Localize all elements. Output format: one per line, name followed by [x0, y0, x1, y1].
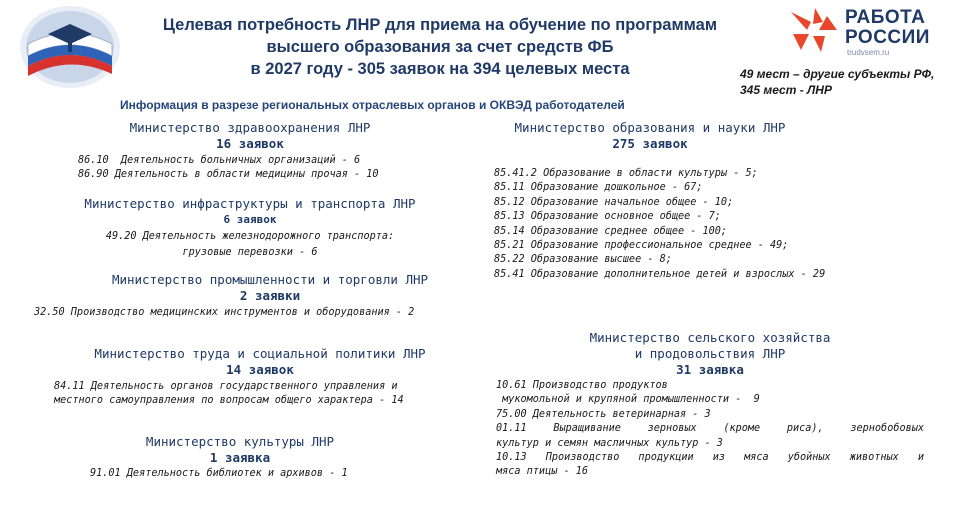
okved-line: 75.00 Деятельность ветеринарная - 3	[496, 408, 711, 420]
ministry-name: Министерство промышленности и торговли ЛНР	[111, 272, 429, 287]
subtitle: Информация в разрезе региональных отраслевых органов и ОКВЭД работодателей	[120, 98, 625, 112]
okved-list	[494, 167, 825, 282]
ministry-count: 16 заявок	[216, 136, 284, 151]
ministry-education	[490, 120, 810, 152]
rabota-rossii-logo	[787, 6, 957, 58]
okved-line: 32.50 Производство медицинских инструментов и оборудования - 2	[34, 307, 415, 318]
ministry-count: 1 заявка	[209, 450, 271, 465]
title-line: в 2027 году - 305 заявок на 394 целевых места	[250, 60, 630, 78]
ministry-count: 31 заявка	[676, 362, 744, 377]
ministry-infrastructure	[40, 196, 460, 228]
ministry-count: 6 заявок	[223, 213, 277, 226]
okved-line: 91.01 Деятельность библиотек и архивов - 1	[90, 468, 348, 479]
places-note	[740, 66, 955, 98]
okved-line: 85.11 Образование дошкольное - 67;	[494, 182, 703, 194]
ministry-name: Министерство здравоохранения ЛНР	[129, 120, 371, 135]
ministry-name: Министерство труда и социальной политики ЛНР	[94, 346, 426, 361]
okved-line: культур и семян масличных культур - 3	[496, 437, 723, 449]
ministry-count: 275 заявок	[612, 136, 688, 151]
okved-line: 85.22 Образование высшее - 8;	[494, 254, 672, 266]
brand-line: РОССИИ	[845, 27, 930, 48]
okved-line: грузовые перевозки - 6	[182, 247, 318, 258]
okved-line: 01.11 Выращивание зерновых (кроме риса), зернобобовых	[496, 423, 924, 435]
okved-line: мукомольной и крупяной промышленности - 9	[496, 394, 760, 406]
ministry-name: Министерство сельского хозяйства	[589, 330, 831, 345]
okved-line: 10.13 Производство продукции из мяса убойных животных и	[496, 452, 924, 464]
okved-line: 85.41.2 Образование в области культуры - 5;	[494, 168, 758, 179]
brand-url: trudvsem.ru	[847, 48, 890, 57]
okved-block	[54, 380, 468, 409]
title-line: высшего образования за счет средств ФБ	[266, 38, 614, 56]
brand-line: РАБОТА	[845, 7, 926, 28]
ministry-culture	[100, 434, 380, 466]
star-icon	[787, 8, 839, 54]
places-line: 345 мест - ЛНР	[740, 83, 832, 97]
ministry-name: и продовольствия ЛНР	[634, 346, 786, 361]
ministry-count: 14 заявок	[226, 362, 294, 377]
okved-line: 10.61 Производство продуктов	[496, 380, 668, 391]
okved-line: 84.11 Деятельность органов государственного управления и	[54, 381, 398, 392]
okved-line: 86.90 Деятельность в области медицины прочая - 10	[78, 169, 379, 180]
page-title	[140, 14, 740, 80]
ministry-count: 2 заявки	[239, 288, 301, 303]
okved-line: местного самоуправления по вопросам общего характера - 14	[54, 395, 404, 407]
ministry-name: Министерство культуры ЛНР	[145, 434, 335, 449]
okved-line: 85.13 Образование основное общее - 7;	[494, 211, 721, 223]
ministry-name: Министерство инфраструктуры и транспорта ЛНР	[84, 196, 416, 211]
okved-line: мяса птицы - 16	[496, 466, 589, 478]
ministry-agriculture	[520, 330, 900, 378]
okved-line: 86.10 Деятельность больничных организаций - 6	[78, 155, 361, 166]
okved-line: 85.41 Образование дополнительное детей и взрослых - 29	[494, 268, 826, 280]
okved-line: 85.14 Образование среднее общее - 100;	[494, 225, 728, 237]
okved-line: 85.12 Образование начальное общее - 10;	[494, 196, 734, 208]
ministry-name: Министерство образования и науки ЛНР	[514, 120, 786, 135]
ministry-industry	[60, 272, 480, 304]
title-line: Целевая потребность ЛНР для приема на обучение по программам	[162, 16, 718, 34]
ministry-labor	[40, 346, 480, 378]
okved-list	[496, 379, 924, 480]
ministry-health	[100, 120, 400, 152]
okved-line: 49.20 Деятельность железнодорожного транспорта:	[105, 231, 395, 242]
education-logo	[18, 4, 122, 90]
okved-line: 85.21 Образование профессиональное среднее - 49;	[494, 240, 789, 252]
places-line: 49 мест – другие субъекты РФ,	[740, 67, 935, 81]
